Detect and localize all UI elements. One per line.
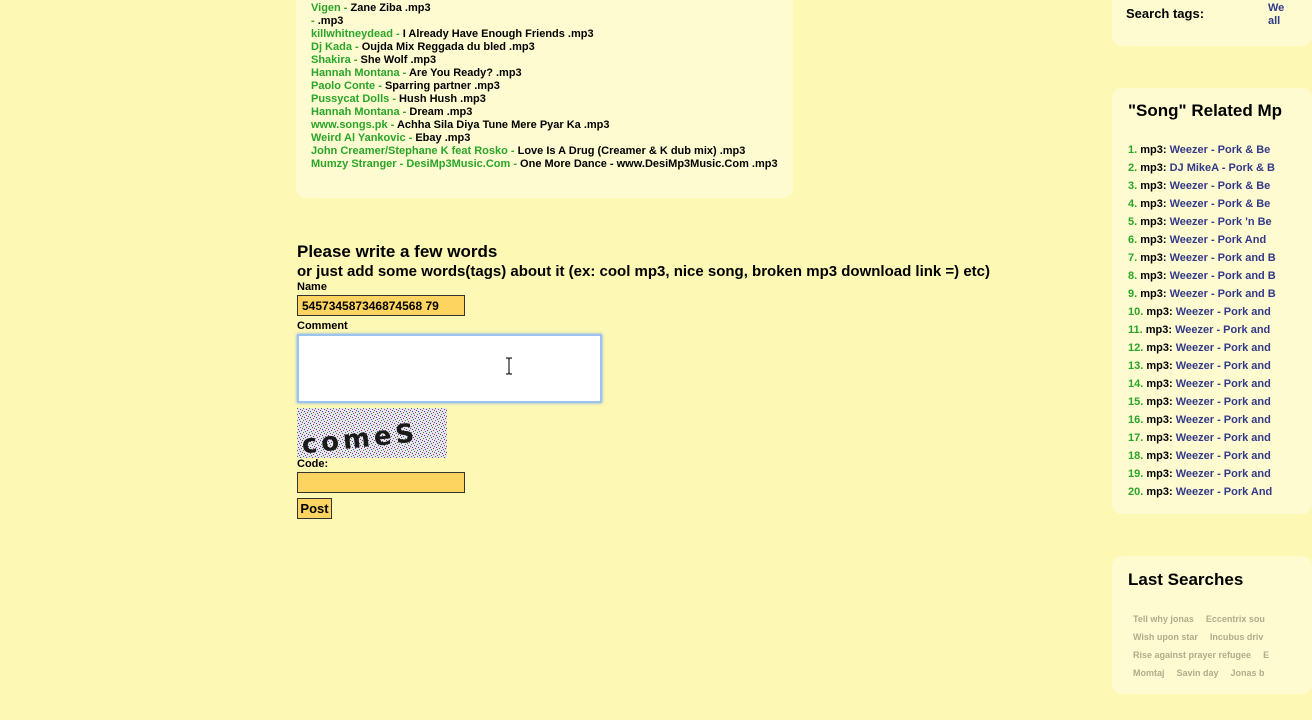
related-mp3-item[interactable] (1128, 269, 1280, 287)
related-item-number: 15. (1128, 396, 1144, 408)
recent-song-link[interactable]: .mp3 (317, 15, 344, 27)
related-mp3-item[interactable] (1128, 197, 1280, 215)
recent-download-item[interactable] (311, 54, 791, 67)
related-item-link[interactable]: Weezer - Pork And (1175, 486, 1273, 498)
related-mp3-item[interactable] (1128, 377, 1280, 395)
captcha-text: comeS (300, 418, 420, 461)
last-searches-row (1133, 666, 1280, 684)
name-label: Name (297, 281, 327, 293)
comment-textarea[interactable] (297, 334, 602, 403)
related-item-link[interactable]: DJ MikeA - Pork & B (1169, 162, 1275, 174)
recent-download-item[interactable] (311, 119, 791, 132)
recent-artist-link[interactable]: - (311, 15, 318, 27)
last-search-tag[interactable]: Momtaj (1133, 668, 1165, 678)
recent-song-link[interactable]: Sparring partner .mp3 (384, 80, 500, 92)
related-mp3-item[interactable] (1128, 161, 1280, 179)
recent-download-item[interactable] (311, 2, 791, 15)
recent-artist-link[interactable]: Hannah Montana - (311, 67, 409, 79)
related-mp3-item[interactable] (1128, 341, 1280, 359)
recent-song-link[interactable]: I Already Have Enough Friends .mp3 (402, 28, 594, 40)
text-cursor-icon (504, 357, 514, 375)
recent-artist-link[interactable]: Shakira - (311, 54, 361, 66)
related-item-prefix: mp3: (1140, 198, 1167, 210)
recent-download-item[interactable] (311, 145, 791, 158)
recent-artist-link[interactable]: Vigen - (311, 2, 351, 14)
recent-artist-link[interactable]: killwhitneydead - (311, 28, 403, 40)
related-item-prefix: mp3: (1140, 234, 1167, 246)
related-item-number: 2. (1128, 162, 1138, 174)
related-mp3-item[interactable] (1128, 413, 1280, 431)
related-mp3-item[interactable] (1128, 233, 1280, 251)
related-item-number: 20. (1128, 486, 1144, 498)
related-item-number: 6. (1128, 234, 1138, 246)
last-search-tag[interactable]: Rise against prayer refugee (1133, 650, 1252, 660)
related-item-link[interactable]: Weezer - Pork & Be (1169, 144, 1271, 156)
last-search-tag[interactable]: Savin day (1176, 668, 1219, 678)
name-input[interactable] (297, 295, 465, 316)
captcha-image (297, 408, 447, 461)
last-search-tag[interactable]: E (1263, 650, 1270, 660)
recent-song-link[interactable]: Dream .mp3 (409, 106, 473, 118)
related-item-link[interactable]: Weezer - Pork And (1169, 234, 1267, 246)
related-item-prefix: mp3: (1140, 162, 1167, 174)
related-item-link[interactable]: Weezer - Pork and (1175, 396, 1271, 408)
recent-song-link[interactable]: Zane Ziba .mp3 (350, 2, 431, 14)
comment-label: Comment (297, 320, 348, 332)
recent-artist-link[interactable]: Weird Al Yankovic - (311, 132, 416, 144)
related-mp3-item[interactable] (1128, 359, 1280, 377)
related-item-link[interactable]: Weezer - Pork and (1175, 324, 1271, 336)
related-item-link[interactable]: Weezer - Pork and (1175, 342, 1271, 354)
recent-download-item[interactable] (311, 41, 791, 54)
last-search-tag[interactable]: Tell why jonas (1133, 614, 1194, 624)
related-item-prefix: mp3: (1140, 216, 1167, 228)
related-item-prefix: mp3: (1146, 378, 1173, 390)
recent-artist-link[interactable]: Pussycat Dolls - (311, 93, 400, 105)
related-item-prefix: mp3: (1146, 360, 1173, 372)
last-searches-title: Last Searches (1128, 570, 1244, 589)
related-item-link[interactable]: Weezer - Pork and B (1169, 270, 1276, 282)
related-mp3-item[interactable] (1128, 305, 1280, 323)
related-item-number: 19. (1128, 468, 1144, 480)
related-item-number: 9. (1128, 288, 1138, 300)
related-item-number: 13. (1128, 360, 1144, 372)
related-item-prefix: mp3: (1146, 414, 1173, 426)
search-tags-line[interactable]: We (1268, 2, 1285, 14)
related-item-number: 14. (1128, 378, 1144, 390)
related-item-link[interactable]: Weezer - Pork & Be (1169, 180, 1271, 192)
related-item-link[interactable]: Weezer - Pork and (1175, 450, 1271, 462)
related-item-link[interactable]: Weezer - Pork and (1175, 414, 1271, 426)
recent-download-item[interactable] (311, 80, 791, 93)
related-item-prefix: mp3: (1146, 486, 1173, 498)
recent-song-link[interactable]: One More Dance - www.DesiMp3Music.Com .mp3 (520, 158, 778, 170)
last-searches-row (1133, 648, 1280, 666)
related-mp3-item[interactable] (1128, 449, 1280, 467)
related-mp3-item[interactable] (1128, 215, 1280, 233)
recent-download-item[interactable] (311, 93, 791, 106)
form-title: Please write a few words (297, 242, 498, 261)
related-mp3-item[interactable] (1128, 431, 1280, 449)
code-input[interactable] (297, 472, 465, 493)
recent-song-link[interactable]: Achha Sila Diya Tune Mere Pyar Ka .mp3 (396, 119, 610, 131)
related-item-link[interactable]: Weezer - Pork 'n Be (1169, 216, 1272, 228)
related-mp3-item[interactable] (1128, 251, 1280, 269)
form-subtitle: or just add some words(tags) about it (ex: cool mp3, nice song, broken mp3 download link =) etc) (297, 263, 991, 280)
last-search-tag[interactable]: Wish upon star (1133, 632, 1198, 642)
recent-download-item[interactable] (311, 15, 791, 28)
related-item-prefix: mp3: (1146, 450, 1173, 462)
related-item-number: 12. (1128, 342, 1144, 354)
search-tags-value[interactable] (1268, 2, 1284, 28)
related-item-prefix: mp3: (1146, 432, 1173, 444)
related-item-number: 5. (1128, 216, 1138, 228)
recent-download-item[interactable] (311, 67, 791, 80)
recent-artist-link[interactable]: Hannah Montana - (311, 106, 410, 118)
related-item-number: 17. (1128, 432, 1144, 444)
recent-artist-link[interactable]: Paolo Conte - (311, 80, 385, 92)
related-item-link[interactable]: Weezer - Pork and (1175, 360, 1271, 372)
recent-song-link[interactable]: She Wolf .mp3 (360, 54, 437, 66)
related-item-number: 7. (1128, 252, 1138, 264)
related-item-link[interactable]: Weezer - Pork and B (1169, 252, 1276, 264)
recent-download-item[interactable] (311, 28, 791, 41)
related-mp3-item[interactable] (1128, 323, 1280, 341)
last-search-tag[interactable]: Jonas b (1230, 668, 1265, 678)
last-searches-row (1133, 612, 1280, 630)
related-item-prefix: mp3: (1146, 306, 1173, 318)
related-mp3-item[interactable] (1128, 287, 1280, 305)
related-item-link[interactable]: Weezer - Pork and (1175, 306, 1271, 318)
post-button[interactable]: Post (297, 498, 332, 519)
related-item-prefix: mp3: (1140, 252, 1167, 264)
related-item-link[interactable]: Weezer - Pork and (1175, 432, 1271, 444)
related-mp3-item[interactable] (1128, 485, 1280, 503)
recent-song-link[interactable]: Are You Ready? .mp3 (408, 67, 522, 79)
related-item-prefix: mp3: (1140, 270, 1167, 282)
recent-artist-link[interactable]: John Creamer/Stephane K feat Rosko - (311, 145, 518, 157)
related-item-number: 4. (1128, 198, 1138, 210)
related-item-link[interactable]: Weezer - Pork and B (1169, 288, 1276, 300)
last-search-tag[interactable]: Incubus driv (1209, 632, 1264, 642)
related-item-link[interactable]: Weezer - Pork & Be (1169, 198, 1271, 210)
related-mp3-item[interactable] (1128, 143, 1280, 161)
related-item-number: 11. (1128, 324, 1143, 336)
related-item-prefix: mp3: (1140, 144, 1167, 156)
recent-song-link[interactable]: Ebay .mp3 (415, 132, 471, 144)
related-item-prefix: mp3: (1146, 342, 1173, 354)
recent-download-item[interactable] (311, 106, 791, 119)
recent-downloads-list (311, 2, 791, 171)
last-searches-cloud (1133, 612, 1280, 684)
related-item-number: 8. (1128, 270, 1138, 282)
related-mp3-item[interactable] (1128, 395, 1280, 413)
related-item-prefix: mp3: (1140, 180, 1167, 192)
related-mp3-title: "Song" Related Mp (1128, 101, 1283, 120)
recent-download-item[interactable] (311, 132, 791, 145)
last-searches-row (1133, 630, 1280, 648)
related-mp3-item[interactable] (1128, 179, 1280, 197)
related-item-number: 18. (1128, 450, 1144, 462)
related-mp3-list (1128, 143, 1280, 503)
recent-song-link[interactable]: Hush Hush .mp3 (399, 93, 486, 105)
recent-artist-link[interactable]: Mumzy Stranger - DesiMp3Music.Com - (311, 158, 521, 170)
related-item-number: 3. (1128, 180, 1138, 192)
related-item-link[interactable]: Weezer - Pork and (1175, 378, 1271, 390)
recent-song-link[interactable]: Oujda Mix Reggada du bled .mp3 (361, 41, 535, 53)
related-item-prefix: mp3: (1146, 468, 1173, 480)
recent-artist-link[interactable]: Dj Kada - (311, 41, 362, 53)
code-label: Code: (297, 458, 329, 470)
related-item-link[interactable]: Weezer - Pork and (1175, 468, 1271, 480)
related-item-prefix: mp3: (1140, 288, 1167, 300)
related-item-prefix: mp3: (1145, 324, 1173, 336)
last-search-tag[interactable]: Eccentrix sou (1205, 614, 1265, 624)
search-tags-label: Search tags: (1126, 6, 1205, 21)
related-item-number: 1. (1128, 144, 1138, 156)
related-item-prefix: mp3: (1146, 396, 1173, 408)
related-item-number: 16. (1128, 414, 1144, 426)
recent-song-link[interactable]: Love Is A Drug (Creamer & K dub mix) .mp3 (517, 145, 746, 157)
related-item-number: 10. (1128, 306, 1144, 318)
recent-download-item[interactable] (311, 158, 791, 171)
recent-artist-link[interactable]: www.songs.pk - (311, 119, 397, 131)
search-tags-line[interactable]: all (1268, 15, 1281, 27)
related-mp3-item[interactable] (1128, 467, 1280, 485)
